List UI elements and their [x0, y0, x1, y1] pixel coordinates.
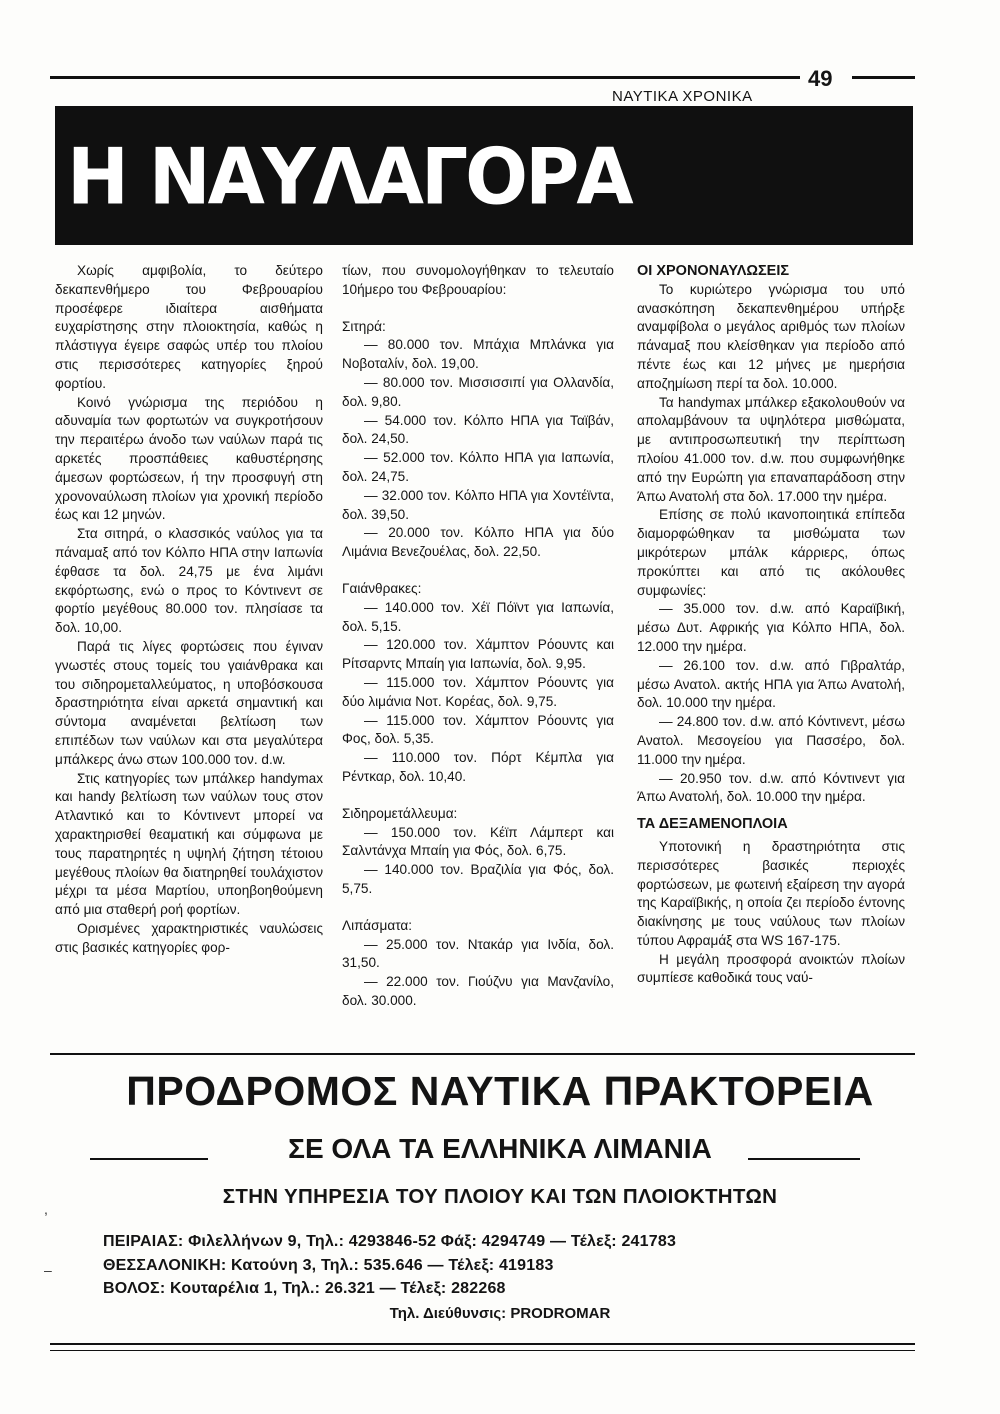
paragraph: Υποτονική η δραστηριότητα στις περισσότερες βασικές περιοχές φορτώσεων, με φωτεινή εξαίρεση την αγορά της Καραϊβικής, η οποία ζει περίοδο έντονης διακίνησης με τους ναύλους των πλοίων τύπου Αφραμάξ στα WS 167-175.: [637, 838, 905, 948]
cargo-heading: Σιδηρομετάλλευμα:: [342, 805, 458, 821]
section-title: Η ΝΑΥΛΑΓΟΡΑ: [67, 131, 631, 223]
contact-piraeus: ΠΕΙΡΑΙΑΣ: Φιλελλήνων 9, Τηλ.: 4293846-52 Φάξ: 4294749 — Τέλεξ: 241783: [103, 1233, 677, 1250]
paragraph: τίων, που συνομολογήθηκαν το τελευταίο 10ήμερο του Φεβρουαρίου:: [342, 263, 614, 297]
fixture-item: — 25.000 τον. Ντακάρ για Ινδία, δολ. 31,50.: [342, 936, 614, 971]
contact-thessaloniki: ΘΕΣΣΑΛΟΝΙΚΗ: Κατούνη 3, Τηλ.: 535.646 — Τέλεξ: 419183: [103, 1257, 554, 1274]
paragraph: Το κυριώτερο γνώρισμα του υπό ανασκόπηση δεκαπενθημέρου υπήρξε αναμφίβολα ο μεγάλος αριθμός των πλοίων πάναμαξ που κλείσθηκαν για περίοδο από πέντε έως και 12 μήνες με ημερήσια αποζημίωση περί τα δολ. 10.000.: [637, 281, 905, 391]
header-rule-left: [50, 76, 800, 79]
charter-item: — 24.800 τον. d.w. από Κόντινεντ, μέσω Ανατολ. Μεσογείου για Πασσέρο, δολ. 11.000 την ημέρα.: [637, 714, 905, 767]
print-mark: –: [44, 1262, 52, 1278]
article-column-3: [637, 262, 905, 988]
fixture-item: — 52.000 τον. Κόλπο ΗΠΑ για Ιαπωνία, δολ. 24,75.: [342, 450, 614, 484]
advert-bottom-rule-2: [50, 1350, 915, 1351]
print-mark: ,: [44, 1201, 48, 1217]
subheading-tankers: ΤΑ ΔΕΞΑΜΕΝΟΠΛΟΙΑ: [637, 816, 788, 833]
fixture-item: — 22.000 τον. Γιούζνυ για Μανζανίλο, δολ. 30.000.: [342, 974, 614, 1008]
fixture-item: — 110.000 τον. Πόρτ Κέμπλα για Ρέντκαρ, δολ. 10,40.: [342, 750, 614, 784]
paragraph: Στα σιτηρά, ο κλασσικός ναύλος για τα πάναμαξ από τον Κόλπο ΗΠΑ στην Ιαπωνία έφθασε τα δολ. 24,75 με ένα λιμάνι εκφόρτωσης, ενώ ο προς το Κόντινεντ σε φορτίο μεγέθους 80.000 τον. πλησίασε τα δολ. 10,00.: [55, 526, 323, 636]
advert-subtitle: ΣΕ ΟΛΑ ΤΑ ΕΛΛΗΝΙΚΑ ΛΙΜΑΝΙΑ: [288, 1133, 712, 1164]
fixture-item: — 120.000 τον. Χάμπτον Ρόουντς και Ρίτσαρντς Μπαίη για Ιαπωνία, δολ. 9,95.: [342, 637, 614, 672]
fixture-item: — 80.000 τον. Μισσισσιπί για Ολλανδία, δολ. 9,80.: [342, 374, 614, 409]
paragraph: Ορισμένες χαρακτηριστικές ναυλώσεις στις βασικές κατηγορίες φορ-: [55, 920, 323, 955]
advert-subtitle-rule-right: [748, 1158, 860, 1160]
advert-title: ΠΡΟΔΡΟΜΟΣ ΝΑΥΤΙΚΑ ΠΡΑΚΤΟΡΕΙΑ: [126, 1068, 874, 1114]
cargo-heading: Γαιάνθρακες:: [342, 580, 422, 596]
charter-item: — 20.950 τον. d.w. από Κόντινεντ για Άπω Ανατολή, δολ. 10.000 την ημέρα.: [637, 770, 905, 805]
cargo-heading: Λιπάσματα:: [342, 917, 413, 933]
cargo-heading: Σιτηρά:: [342, 318, 386, 334]
fixture-item: — 140.000 τον. Χέϊ Πόϊντ για Ιαπωνία, δολ. 5,15.: [342, 599, 614, 634]
fixture-item: — 32.000 τον. Κόλπο ΗΠΑ για Χοντέϊντα, δολ. 39,50.: [342, 487, 614, 522]
paragraph: Τα handymax μπάλκερ εξακολουθούν να απολαμβάνουν τα υψηλότερα μισθώματα, με αντιπροσωπευτική την περίπτωση πλοίου 41.000 τον. d.w. που συμφωνήθηκε από την Ευρώπη για επαναπαράδοση στην Άπω Ανατολή στα δολ. 17.000 την ημέρα.: [637, 394, 905, 504]
fixture-item: — 140.000 τον. Βραζιλία για Φός, δολ. 5,75.: [342, 862, 614, 896]
advert-service-line: ΣΤΗΝ ΥΠΗΡΕΣΙΑ ΤΟΥ ΠΛΟΙΟΥ ΚΑΙ ΤΩΝ ΠΛΟΙΟΚΤΗΤΩΝ: [222, 1185, 778, 1208]
paragraph: Κοινό γνώρισμα της περιόδου η αδυναμία των φορτωτών να συγκροτήσουν την περαιτέρω άνοδο των ναύλων παρά τις αρκετές προσπάθειες καθυστέρησης άμεσων φορτώσεων, ή την προσφυγή στη χρονοναύλωση πλοίων για χρονική περίοδο έως και 12 μηνών.: [55, 394, 323, 523]
paragraph: Χωρίς αμφιβολία, το δεύτερο δεκαπενθήμερο του Φεβρουαρίου προσέφερε ιδιαίτερα αισθήματα ευχαρίστησης στην πλοιοκτησία, καθώς η πλάστιγγα έγειρε σαφώς υπέρ του πλοίου στις περισσότερες κατηγορίες ξηρού φορτίου.: [55, 263, 323, 391]
charter-item: — 26.100 τον. d.w. από Γιβραλτάρ, μέσω Ανατολ. ακτής ΗΠΑ για Άπω Ανατολή, δολ. 10.000 την ημέρα.: [637, 657, 905, 711]
fixture-item: — 115.000 τον. Χάμπτον Ρόουντς για Φος, δολ. 5,35.: [342, 712, 614, 747]
telegraph-address: Τηλ. Διεύθυνσις: PRODROMAR: [389, 1305, 611, 1322]
fixture-item: — 115.000 τον. Χάμπτον Ρόουντς για δύο λιμάνια Νοτ. Κορέας, δολ. 9,75.: [342, 674, 614, 709]
page-number: 49: [808, 66, 833, 91]
paragraph: Παρά τις λίγες φορτώσεις που έγιναν γνωστές στους τομείς του γαιάνθρακα και του σιδηρομεταλλεύματος, η υποβόσκουσα δραστηριότητα είναι αρκετά σημαντική και σύντομα αναμένεται βελτίωση των επιπέδων των ναύλων και στα μεγαλύτερα μπάλκερς άνω στων 100.000 τον. d.w.: [55, 638, 323, 767]
advert-top-rule: [50, 1053, 915, 1055]
fixture-item: — 150.000 τον. Κέϊπ Λάμπερτ και Σαλντάνχα Μπαίη για Φός, δολ. 6,75.: [342, 824, 614, 859]
charter-item: — 35.000 τον. d.w. από Καραϊβική, μέσω Δυτ. Αφρικής για Κόλπο ΗΠΑ, δολ. 12.000 την ημέρα.: [637, 601, 905, 654]
fixture-item: — 54.000 τον. Κόλπο ΗΠΑ για Ταϊβάν, δολ. 24,50.: [342, 412, 614, 447]
subheading-time-charters: ΟΙ ΧΡΟΝΟΝΑΥΛΩΣΕΙΣ: [637, 263, 790, 279]
contact-volos: ΒΟΛΟΣ: Κουταρέλια 1, Τηλ.: 26.321 — Τέλεξ: 282268: [103, 1280, 506, 1297]
article-column-1: [55, 262, 323, 957]
paragraph: Στις κατηγορίες των μπάλκερ handymax και handy βελτίωση των ναύλων τους στον Ατλαντικό και το Κόντινεντ μπορεί να χαρακτηρισθεί θεαματική και σύμφωνα με τους παρατηρητές η υψηλή ζήτηση τέτοιου μεγέθους πλοίων θα διατηρηθεί τουλάχιστον μέχρι τα μέσα Μαρτίου, υποηβοηθούμενη από μια σταθερή ροή φορτίων.: [55, 770, 323, 918]
section-banner: [55, 106, 913, 245]
article-column-2: [342, 262, 614, 1011]
magazine-name: ΝΑΥΤΙΚΑ ΧΡΟΝΙΚΑ: [612, 88, 753, 105]
paragraph: Η μεγάλη προσφορά ανοικτών πλοίων συμπίεσε καθοδικά τους ναύ-: [637, 951, 905, 986]
paragraph: Επίσης σε πολύ ικανοποιητικά επίπεδα διαμορφώθηκαν τα μισθώματα των μικρότερων μπάλκ κάρριερς, όπως προκύπτει και από τις ακόλουθες συμφωνίες:: [637, 507, 905, 598]
fixture-item: — 20.000 τον. Κόλπο ΗΠΑ για δύο Λιμάνια Βενεζουέλας, δολ. 22,50.: [342, 525, 614, 560]
header-rule-right: [852, 76, 915, 79]
fixture-item: — 80.000 τον. Μπάχια Μπλάνκα για Νοβοταλίν, δολ. 19,00.: [342, 337, 614, 372]
advert-bottom-rule: [50, 1343, 915, 1345]
